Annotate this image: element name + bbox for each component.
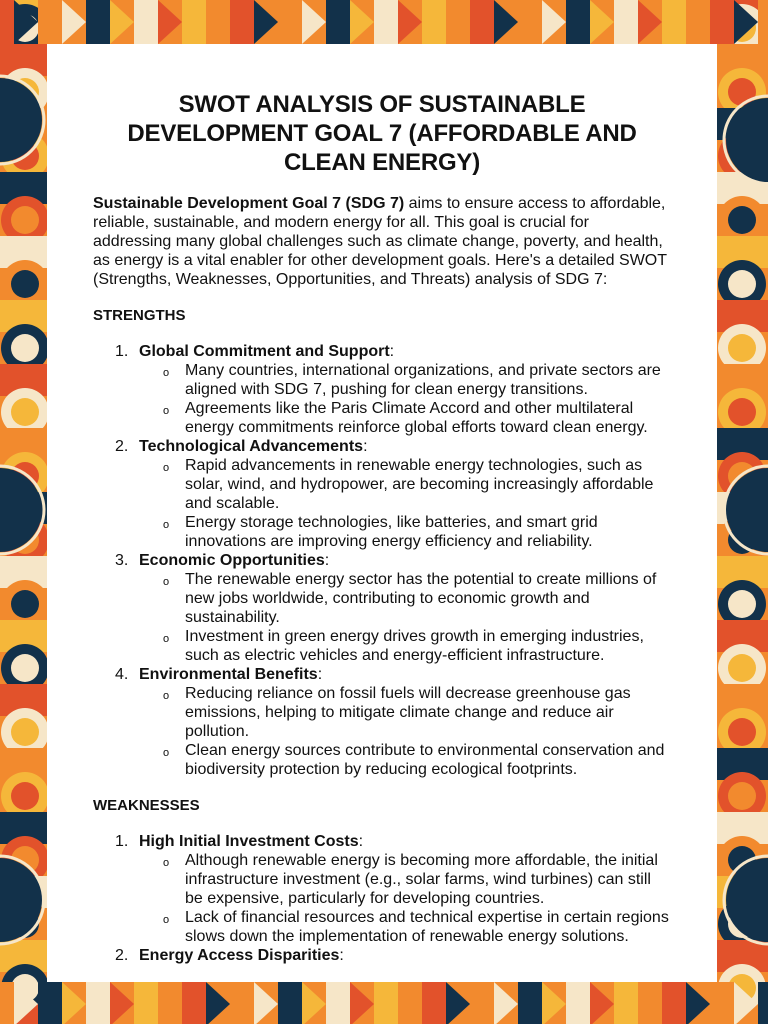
border-pattern-shape (278, 982, 302, 1024)
border-pattern-shape (230, 0, 254, 44)
border-pattern-shape (728, 718, 756, 746)
item-suffix: : (317, 666, 323, 683)
strengths-heading: STRENGTHS (93, 307, 186, 324)
bullet-icon: o (163, 367, 170, 379)
item-suffix: : (358, 833, 364, 850)
border-pattern-shape (278, 0, 302, 44)
border-pattern-shape (134, 982, 158, 1024)
border-pattern-shape (662, 982, 686, 1024)
strengths-item (93, 551, 671, 665)
border-pattern-shape (422, 982, 446, 1024)
sub-point (139, 361, 671, 399)
item-name: Economic Opportunities (139, 552, 325, 569)
border-pattern-shape (614, 982, 638, 1024)
bullet-icon: o (163, 857, 170, 869)
intro-paragraph (93, 194, 671, 289)
item-number: 1. (115, 343, 129, 360)
bullet-icon: o (163, 405, 170, 417)
border-pattern-shape (86, 0, 110, 44)
bullet-icon: o (163, 462, 170, 474)
border-pattern-shape (662, 0, 686, 44)
sub-point-list (139, 570, 671, 665)
page-title: SWOT ANALYSIS OF SUSTAINABLE DEVELOPMENT GOAL 7 (AFFORDABLE AND CLEAN ENERGY) (127, 91, 637, 176)
strengths-item (93, 437, 671, 551)
item-name: High Initial Investment Costs (139, 833, 359, 850)
bullet-icon: o (163, 519, 170, 531)
sub-point-list (139, 361, 671, 437)
item-suffix: : (389, 343, 395, 360)
intro-text: aims to ensure access to affordable, reliable, sustainable, and modern energy for all. This goal is crucial for addressing many global challenges such as climate change, poverty, and health, as energy is a vital enabler for other development goals. Here's a detailed SWOT (Strengths, Weaknesses, Opportunities, and Threats) analysis of SDG 7: (93, 195, 667, 288)
item-suffix: : (324, 552, 330, 569)
sub-point-text: Energy storage technologies, like batteries, and smart grid innovations are improving energy efficiency and reliability. (185, 514, 598, 550)
border-pattern-shape (566, 0, 590, 44)
border-pattern-shape (710, 0, 734, 44)
border-pattern-shape (11, 398, 39, 426)
border-pattern-shape (728, 270, 756, 298)
item-name: Environmental Benefits (139, 666, 318, 683)
sub-point (139, 570, 671, 627)
border-pattern-shape (728, 334, 756, 362)
border-pattern-shape (182, 982, 206, 1024)
sub-point (139, 908, 671, 946)
border-pattern-shape (422, 0, 446, 44)
item-number: 2. (115, 438, 129, 455)
border-pattern-shape (470, 0, 494, 44)
sub-point (139, 627, 671, 665)
sub-point-text: Lack of financial resources and technical expertise in certain regions slows down the implementation of renewable energy solutions. (185, 909, 669, 945)
item-name: Global Commitment and Support (139, 343, 390, 360)
item-name: Energy Access Disparities (139, 947, 340, 964)
border-pattern-shape (728, 398, 756, 426)
sub-point-list (139, 456, 671, 551)
item-number: 2. (115, 947, 129, 964)
border-pattern-shape (11, 206, 39, 234)
border-pattern-shape (374, 0, 398, 44)
sub-point (139, 456, 671, 513)
border-pattern-shape (11, 782, 39, 810)
border-pattern-shape (11, 654, 39, 682)
sub-point (139, 741, 671, 779)
border-pattern-shape (11, 718, 39, 746)
bullet-icon: o (163, 633, 170, 645)
border-pattern-shape (518, 982, 542, 1024)
border-pattern-shape (11, 334, 39, 362)
sub-point (139, 851, 671, 908)
border-pattern-shape (326, 982, 350, 1024)
border-pattern-shape (86, 982, 110, 1024)
weaknesses-item (93, 946, 671, 965)
item-number: 4. (115, 666, 129, 683)
border-pattern-shape (374, 982, 398, 1024)
sub-point (139, 513, 671, 551)
item-name: Technological Advancements (139, 438, 364, 455)
border-pattern-shape (11, 590, 39, 618)
border-pattern-shape (182, 0, 206, 44)
bullet-icon: o (163, 690, 170, 702)
border-pattern-shape (134, 0, 158, 44)
border-pattern-shape (566, 982, 590, 1024)
bullet-icon: o (163, 576, 170, 588)
border-pattern-shape (230, 982, 254, 1024)
document-page (47, 44, 717, 982)
sub-point (139, 399, 671, 437)
sub-point-text: Agreements like the Paris Climate Accord and other multilateral energy commitments reinforce global efforts toward clean energy. (185, 400, 648, 436)
bullet-icon: o (163, 914, 170, 926)
sub-point-text: The renewable energy sector has the potential to create millions of new jobs worldwide, contributing to economic growth and sustainability. (185, 571, 657, 626)
sub-point-text: Clean energy sources contribute to environmental conservation and biodiversity protection by reducing ecological footprints. (185, 742, 665, 778)
weaknesses-item (93, 832, 671, 946)
item-suffix: : (363, 438, 368, 455)
strengths-item (93, 665, 671, 779)
border-pattern-shape (710, 982, 734, 1024)
bullet-icon: o (163, 747, 170, 759)
border-pattern-shape (11, 270, 39, 298)
sub-point (139, 684, 671, 741)
item-number: 1. (115, 833, 129, 850)
sub-point-list (139, 851, 671, 946)
border-pattern-shape (728, 654, 756, 682)
border-pattern-shape (728, 782, 756, 810)
border-pattern-shape (614, 0, 638, 44)
border-pattern-shape (0, 982, 14, 1024)
border-pattern-shape (728, 590, 756, 618)
sub-point-text: Although renewable energy is becoming more affordable, the initial infrastructure investment (e.g., solar farms, wind turbines) can still be expensive, particularly for developing countries. (185, 852, 658, 907)
strengths-item (93, 342, 671, 437)
weaknesses-list (93, 832, 671, 965)
border-pattern-shape (728, 206, 756, 234)
border-pattern-shape (38, 982, 62, 1024)
border-pattern-shape (470, 982, 494, 1024)
sub-point-text: Rapid advancements in renewable energy technologies, such as solar, wind, and hydropower, are becoming increasingly affordable and scalable. (185, 457, 654, 512)
border-pattern-shape (758, 0, 768, 44)
sub-point-text: Investment in green energy drives growth in emerging industries, such as electric vehicles and energy-efficient infrastructure. (185, 628, 644, 664)
item-number: 3. (115, 552, 129, 569)
item-suffix: : (339, 947, 344, 964)
sub-point-list (139, 684, 671, 779)
weaknesses-heading: WEAKNESSES (93, 797, 200, 814)
strengths-list (93, 342, 671, 779)
border-pattern-shape (758, 982, 768, 1024)
intro-bold: Sustainable Development Goal 7 (SDG 7) (93, 195, 405, 212)
sub-point-text: Many countries, international organizations, and private sectors are aligned with SDG 7, pushing for clean energy transitions. (185, 362, 661, 398)
border-pattern-shape (0, 0, 14, 44)
border-pattern-shape (326, 0, 350, 44)
sub-point-text: Reducing reliance on fossil fuels will decrease greenhouse gas emissions, helping to mitigate climate change and reduce air pollution. (185, 685, 631, 740)
border-pattern-shape (38, 0, 62, 44)
border-pattern-shape (518, 0, 542, 44)
